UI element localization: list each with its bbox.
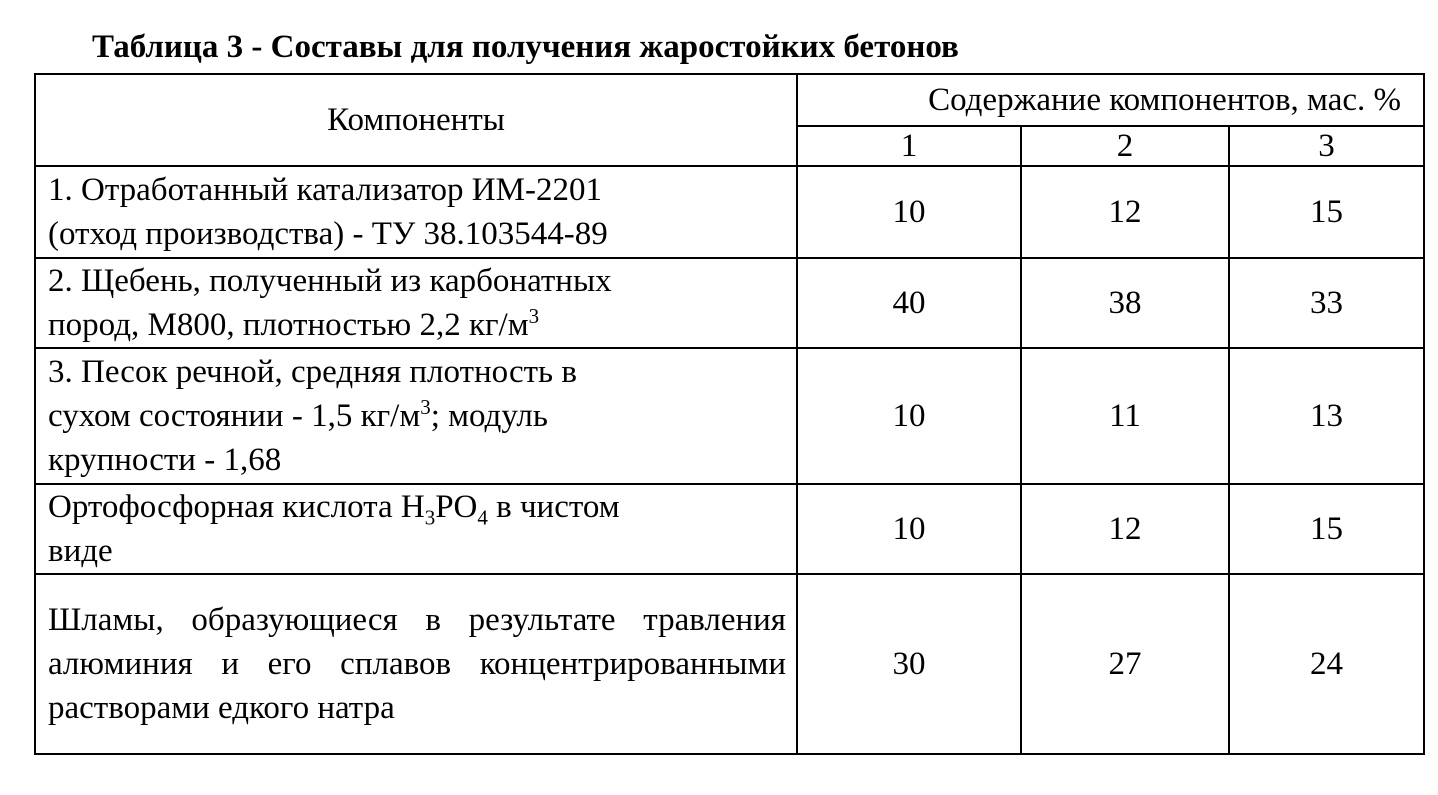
subscript: 4 <box>477 505 488 530</box>
value-cell: 12 <box>1021 166 1229 258</box>
header-row <box>35 74 1424 126</box>
component-cell <box>35 484 797 574</box>
component-cell: Шламы, образующиеся в результате травления алюминия и его сплавов концентрированными растворами едкого натра <box>35 574 797 754</box>
column-header-3: 3 <box>1229 126 1424 166</box>
value-cell: 13 <box>1229 348 1424 484</box>
table-title: Таблица 3 - Составы для получения жаростойких бетонов <box>92 29 959 65</box>
component-cell <box>35 258 797 348</box>
value-cell: 10 <box>797 484 1021 574</box>
component-line: крупности - 1,68 <box>48 442 282 478</box>
value-cell: 10 <box>797 348 1021 484</box>
component-line: 2. Щебень, полученный из карбонатных <box>48 263 612 299</box>
value-cell: 11 <box>1021 348 1229 484</box>
table-row <box>35 166 1424 258</box>
component-line: пород, М800, плотностью 2,2 кг/м <box>48 307 529 343</box>
composition-table <box>34 73 1425 755</box>
value-cell: 15 <box>1229 166 1424 258</box>
value-cell: 27 <box>1021 574 1229 754</box>
table-row <box>35 574 1424 754</box>
component-cell <box>35 166 797 258</box>
column-header-1: 1 <box>797 126 1021 166</box>
component-text: PO <box>435 489 478 525</box>
superscript: 3 <box>420 395 431 419</box>
component-text: Ортофосфорная кислота H <box>48 489 425 525</box>
component-line: (отход производства) - ТУ 38.103544-89 <box>48 216 608 252</box>
table-row <box>35 348 1424 484</box>
subscript: 3 <box>424 505 436 530</box>
value-cell: 38 <box>1021 258 1229 348</box>
content-header: Содержание компонентов, мас. % <box>797 74 1424 126</box>
table-row <box>35 258 1424 348</box>
component-text: в чистом <box>487 489 620 525</box>
value-cell: 15 <box>1229 484 1424 574</box>
component-line: 1. Отработанный катализатор ИМ-2201 <box>48 172 602 208</box>
components-header: Компоненты <box>35 74 797 166</box>
value-cell: 40 <box>797 258 1021 348</box>
component-line: 3. Песок речной, средняя плотность в <box>48 354 577 390</box>
value-cell: 33 <box>1229 258 1424 348</box>
component-line: сухом состоянии - 1,5 кг/м <box>48 398 421 434</box>
component-line: ; модуль <box>430 398 548 434</box>
value-cell: 30 <box>797 574 1021 754</box>
superscript: 3 <box>528 304 540 328</box>
column-header-2: 2 <box>1021 126 1229 166</box>
value-cell: 12 <box>1021 484 1229 574</box>
value-cell: 24 <box>1229 574 1424 754</box>
component-line: виде <box>48 533 113 569</box>
table-row <box>35 484 1424 574</box>
value-cell: 10 <box>797 166 1021 258</box>
component-cell <box>35 348 797 484</box>
